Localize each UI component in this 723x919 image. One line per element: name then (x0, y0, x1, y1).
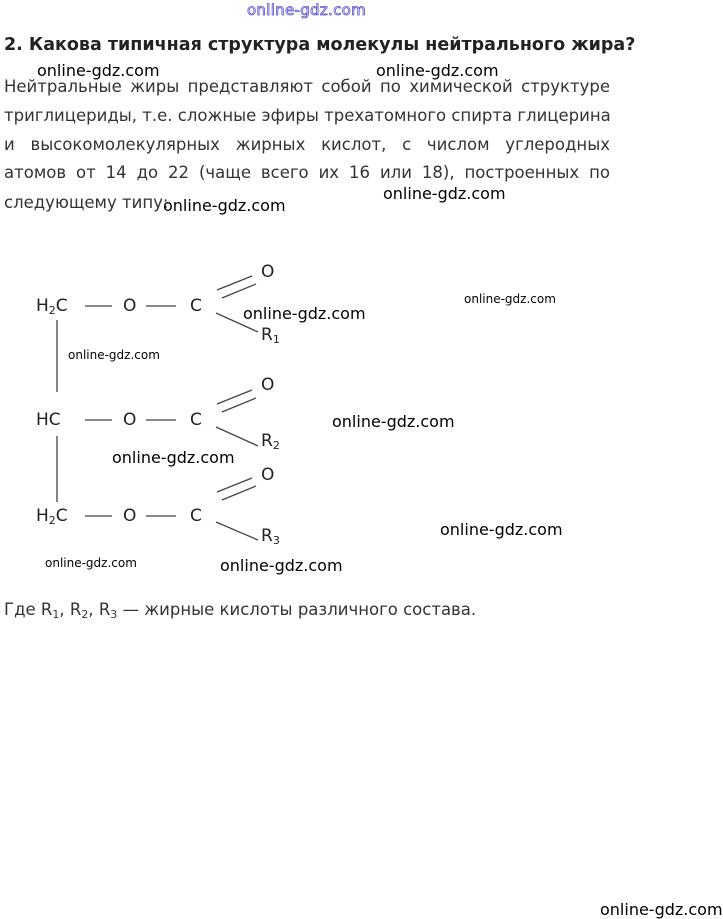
watermark: online-gdz.com (220, 556, 343, 575)
watermark: online-gdz.com (163, 196, 286, 215)
question-title: 2. Какова типичная структура молекулы нейтрального жира? (4, 35, 636, 55)
row2-ch: HC (36, 410, 61, 430)
watermark: online-gdz.com (600, 900, 723, 919)
row2-carbonyl-oxygen: O (261, 375, 275, 395)
site-header: online-gdz.com (246, 1, 367, 19)
paragraph-line: следующему типу: (4, 193, 169, 212)
radical-r: R (98, 600, 111, 619)
watermark: online-gdz.com (376, 61, 499, 80)
watermark: online-gdz.com (243, 304, 366, 323)
footer-note (4, 600, 476, 621)
paragraph-line: триглицериды, т.е. сложные эфиры трехатомного спирта глицерина (4, 106, 611, 125)
row1-oxygen: O (123, 296, 137, 316)
separator: , (59, 600, 70, 619)
separator: , (88, 600, 99, 619)
row3-c-r-bond (216, 522, 258, 540)
row2-radical (261, 431, 280, 452)
row1-ch2 (36, 296, 68, 317)
radical-r: R (261, 526, 273, 546)
footer-text: — жирные кислоты различного состава. (117, 600, 477, 619)
radical-r: R (69, 600, 82, 619)
row1-radical (261, 325, 280, 346)
subscript: 2 (48, 304, 56, 317)
atom-h: H (36, 296, 49, 316)
row3-oxygen: O (123, 506, 137, 526)
row2-c-r-bond (216, 427, 258, 446)
paragraph-line: Нейтральные жиры представляют собой по химической структуре (4, 77, 610, 96)
paragraph-line: и высокомолекулярных жирных кислот, с числом углеродных (4, 135, 610, 154)
row1-carbon: C (190, 296, 202, 316)
radical-r: R (261, 325, 273, 345)
row2-carbon: C (190, 410, 202, 430)
row1-carbonyl-oxygen: O (261, 262, 275, 282)
radical-r: R (261, 431, 273, 451)
radical-r: R (40, 600, 53, 619)
watermark: online-gdz.com (440, 520, 563, 539)
watermark: online-gdz.com (68, 348, 160, 362)
watermark: online-gdz.com (383, 184, 506, 203)
subscript: 2 (272, 439, 280, 452)
subscript: 3 (110, 608, 118, 621)
watermark: online-gdz.com (45, 556, 137, 570)
row3-radical (261, 526, 280, 547)
row3-carbon: C (190, 506, 202, 526)
atom-c: C (55, 296, 68, 316)
subscript: 1 (272, 333, 280, 346)
row2-oxygen: O (123, 410, 137, 430)
subscript: 2 (48, 514, 56, 527)
watermark: online-gdz.com (464, 292, 556, 306)
subscript: 3 (272, 534, 280, 547)
paragraph-line: атомов от 14 до 22 (чаще всего их 16 или 18), построенных по (4, 163, 610, 182)
row3-ch2 (36, 506, 68, 527)
atom-c: C (55, 506, 68, 526)
atom-h: H (36, 506, 49, 526)
footer-prefix: Где (4, 600, 41, 619)
subscript: 2 (81, 608, 89, 621)
subscript: 1 (52, 608, 60, 621)
watermark: online-gdz.com (332, 412, 455, 431)
watermark: online-gdz.com (112, 448, 235, 467)
watermark: online-gdz.com (37, 61, 160, 80)
row3-carbonyl-oxygen: O (261, 465, 275, 485)
